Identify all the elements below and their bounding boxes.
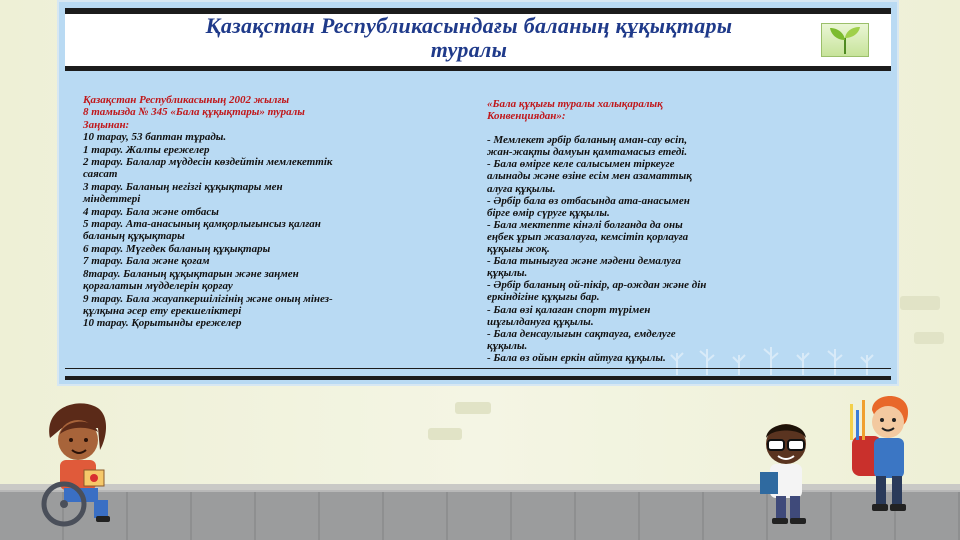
chapter-line: 7 тарау. Бала және қоғам: [83, 255, 210, 268]
chapter-line: 5 тарау. Ата-анасының қамқорлығынсыз қалған: [83, 218, 321, 231]
convention-column: [487, 98, 847, 364]
right-line: - Бала өз ойын еркін айтуға құқылы.: [487, 351, 666, 364]
chapter-line: 10 тарау. Қорытынды ережелер: [83, 317, 242, 330]
right-line: жан-жақты дамуын қамтамасыз етеді.: [487, 146, 688, 159]
sprout-picture: [821, 23, 869, 57]
convention-heading: [487, 98, 847, 122]
chapter-line: 4 тарау. Бала және отбасы: [83, 205, 219, 218]
law-intro: [83, 94, 463, 131]
chapter-line: 1 тарау. Жалпы ережелер: [83, 143, 210, 156]
divider-bottom-thin: [65, 368, 891, 369]
law-intro-line: 8 тамызда № 345 «Бала құқықтары» туралы: [83, 106, 305, 119]
right-line: алынады және өзіне есім мен азаматтық: [487, 170, 692, 183]
slide-title: [119, 14, 819, 62]
right-line: - Бала денсаулығын сақтауға, емделуге: [487, 327, 676, 340]
chapter-line: 8тарау. Баланың құқықтарын және заңмен: [83, 267, 299, 280]
right-line: шұғылдануға құқылы.: [487, 315, 594, 328]
right-line: бірге өмір сүруге құқылы.: [487, 206, 610, 219]
chapter-line: саясат: [83, 168, 118, 181]
right-line: - Әрбір бала өз отбасында ата-анасымен: [487, 194, 690, 207]
chapter-line: құлқына әсер ету ерекшеліктері: [83, 304, 242, 317]
girl-wheelchair-illustration: [36, 398, 126, 528]
chapter-line: қорғалатын мүдделерін қорғау: [83, 280, 233, 293]
right-line: - Мемлекет әрбір баланың аман-сау өсіп,: [487, 134, 688, 147]
right-line: құқығы жоқ.: [487, 243, 550, 256]
right-line: - Бала тынығуға және мәдени демалуға: [487, 255, 681, 268]
chapter-line: 9 тарау. Бала жауапкершілігінің және оның мінез-: [83, 292, 333, 305]
right-line: еркіндігіне құқығы бар.: [487, 291, 600, 304]
right-line: құқылы.: [487, 267, 528, 280]
chapter-line: 3 тарау. Баланың негізгі құқықтары мен: [83, 180, 283, 193]
chapter-line: 6 тарау. Мүгедек баланың құқықтары: [83, 242, 271, 255]
right-line: еңбек ұрып жазалауға, кемсітіп қорлауға: [487, 230, 689, 243]
slide-title-line1: Қазақстан Республикасындағы баланың құқықтары: [205, 13, 733, 38]
sprouts-decoration: [667, 341, 887, 377]
law-intro-line: Қазақстан Республикасының 2002 жылғы: [83, 94, 290, 106]
law-intro-line: Заңынан:: [83, 118, 130, 131]
boy-glasses-illustration: [746, 414, 826, 528]
rights-list: [487, 134, 847, 364]
wall-mark: [455, 402, 491, 414]
right-line: алуға құқылы.: [487, 182, 556, 195]
right-line: - Бала мектепте кінәлі болғанда да оны: [487, 218, 683, 231]
right-line: құқылы.: [487, 339, 528, 352]
chapter-line: 2 тарау. Балалар мүддесін көздейтін мемлекеттік: [83, 156, 333, 169]
convention-heading-line: Конвенциядан»:: [487, 110, 566, 123]
divider-bottom: [65, 376, 891, 380]
slide-title-line2: туралы: [430, 37, 508, 62]
right-line: - Бала өзі қалаған спорт түрімен: [487, 303, 651, 316]
law-column: [83, 94, 463, 330]
convention-heading-line: «Бала құқығы туралы халықаралық: [487, 98, 663, 110]
chapter-line: 10 тарау, 53 баптан тұрады.: [83, 131, 227, 144]
divider-under-title: [65, 66, 891, 71]
chapter-line: баланың құқықтары: [83, 230, 185, 243]
wall-mark: [914, 332, 944, 344]
wall-mark: [900, 296, 940, 310]
content-slide: [57, 0, 899, 386]
wall-mark: [428, 428, 462, 440]
sprout-icon: [822, 24, 868, 56]
chapter-list: [83, 131, 463, 330]
boy-backpack-illustration: [842, 388, 922, 522]
chapter-line: міндеттері: [83, 193, 141, 206]
right-line: - Әрбір баланың ой-пікір, ар-ождан және дін: [487, 279, 707, 292]
right-line: - Бала өмірге келе салысымен тіркеуге: [487, 158, 675, 171]
